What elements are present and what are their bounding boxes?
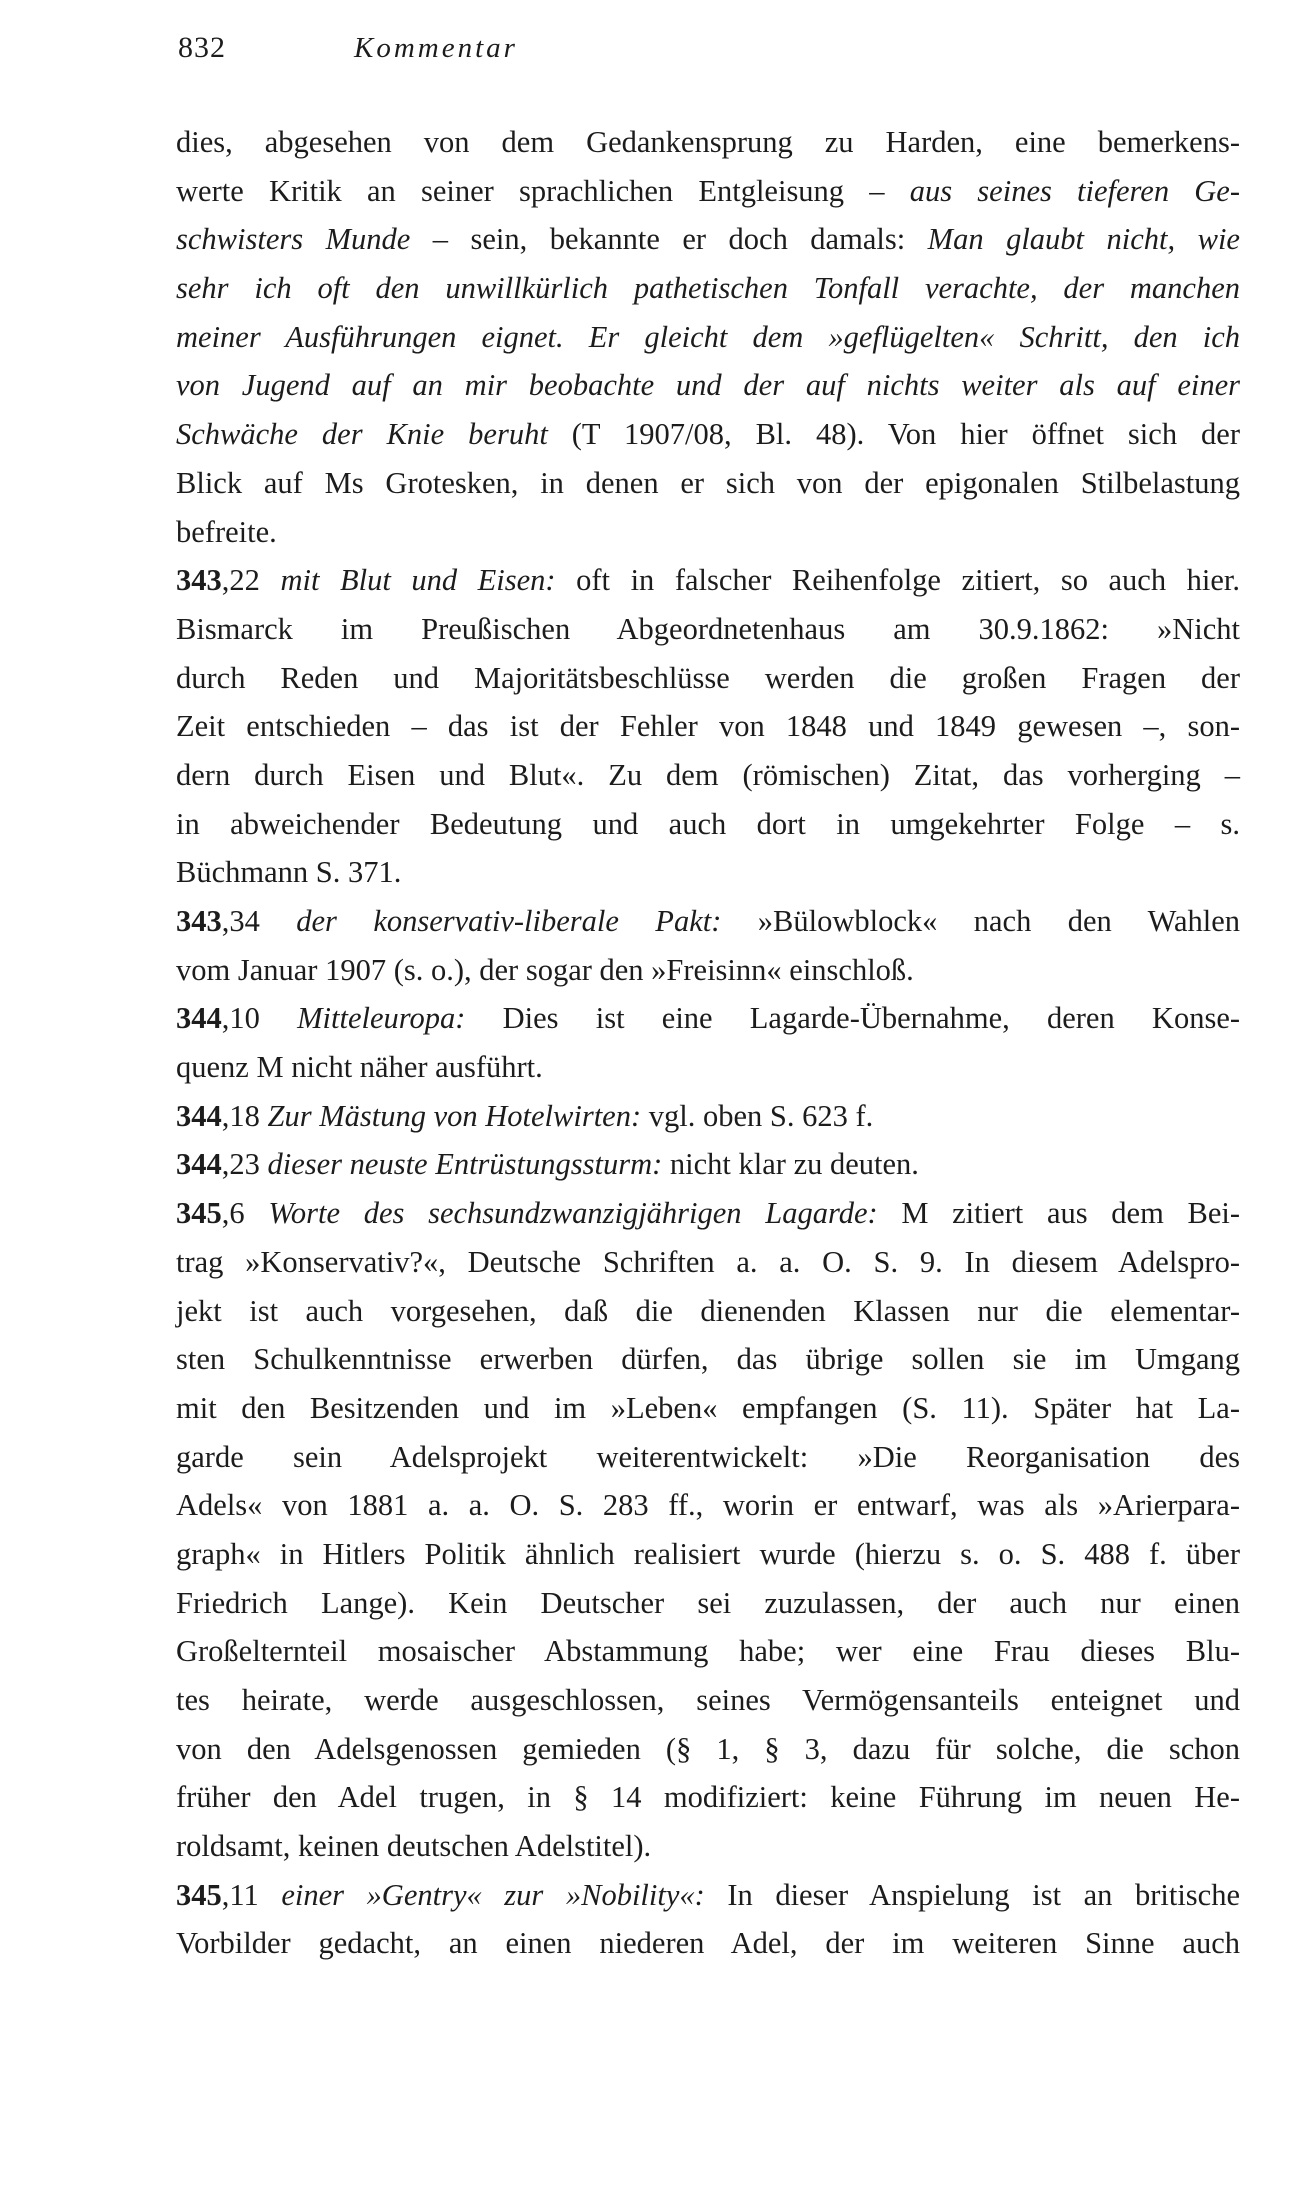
text-span: dies, abgesehen von dem Gedankensprung zu Harden, eine bemerkens-	[176, 125, 1240, 159]
text-span: vgl. oben S. 623 f.	[641, 1098, 874, 1133]
text-line	[176, 118, 1240, 167]
text-span: Großelternteil mosaischer Abstammung habe; wer eine Frau dieses Blu-	[176, 1634, 1240, 1669]
text-span: graph« in Hitlers Politik ähnlich realisiert wurde (hierzu s. o. S. 488 f. über	[176, 1536, 1240, 1571]
text-line	[176, 751, 1240, 800]
text-line	[176, 1627, 1240, 1676]
text-line	[176, 1919, 1240, 1968]
italic-quote: von Jugend auf an mir beobachte und der auf nichts weiter als auf einer	[176, 368, 1240, 403]
text-line	[176, 215, 1240, 264]
text-span: Adels« von 1881 a. a. O. S. 283 ff., worin er entwarf, was als »Arierpara-	[176, 1488, 1240, 1523]
text-span: M zitiert aus dem Bei-	[877, 1196, 1240, 1231]
italic-quote: Mitteleuropa:	[297, 1001, 466, 1036]
text-span: quenz M nicht näher ausführt.	[176, 1050, 543, 1085]
italic-quote: sehr ich oft den unwillkürlich pathetischen Tonfall verachte, der manchen	[176, 271, 1240, 306]
text-line	[176, 361, 1240, 410]
text-span: von den Adelsgenossen gemieden (§ 1, § 3, dazu für solche, die schon	[176, 1731, 1240, 1766]
text-span: ,23	[221, 1147, 268, 1182]
text-span: Blick auf Ms Grotesken, in denen er sich von der epigonalen Stilbelastung	[176, 465, 1240, 500]
italic-quote: Worte des sechsundzwanzigjährigen Lagarde:	[268, 1196, 878, 1231]
italic-quote: der konservativ-liberale Pakt:	[296, 904, 722, 938]
text-line	[176, 1676, 1240, 1725]
italic-quote: Schwäche der Knie beruht	[176, 417, 548, 452]
text-line	[176, 1287, 1240, 1336]
text-span: nicht klar zu deuten.	[662, 1147, 919, 1182]
text-span: ,6	[221, 1196, 269, 1231]
italic-quote: dieser neuste Entrüstungssturm:	[267, 1147, 663, 1182]
text-line	[176, 1481, 1240, 1530]
text-line	[176, 313, 1240, 362]
text-span: – sein, bekannte er doch damals:	[410, 222, 928, 257]
text-line	[176, 654, 1240, 703]
text-line	[176, 1433, 1240, 1482]
text-line	[176, 1530, 1240, 1579]
text-span: ,22	[221, 563, 281, 598]
text-span: roldsamt, keinen deutschen Adelstitel).	[176, 1829, 652, 1864]
italic-quote: Man glaubt nicht, wie	[927, 222, 1240, 257]
text-line	[176, 167, 1240, 216]
text-line	[176, 556, 1240, 605]
text-line	[176, 1189, 1240, 1238]
lemma-page-ref: 344	[176, 1098, 222, 1133]
text-span: dern durch Eisen und Blut«. Zu dem (römischen) Zitat, das vorherging –	[176, 757, 1240, 792]
text-span: ,10	[221, 1001, 298, 1036]
italic-quote: meiner Ausführungen eignet. Er gleicht dem »geflügelten« Schritt, den ich	[176, 319, 1240, 354]
text-span: (T 1907/08, Bl. 48). Von hier öffnet sich der	[547, 417, 1240, 452]
text-line	[176, 1579, 1240, 1628]
text-span: tes heirate, werde ausgeschlossen, seines Vermögensanteils enteignet und	[176, 1683, 1240, 1717]
italic-quote: aus seines tieferen Ge-	[909, 173, 1241, 208]
italic-quote: einer »Gentry« zur »Nobility«:	[281, 1877, 705, 1912]
text-line	[176, 1335, 1240, 1384]
text-line	[176, 1773, 1240, 1822]
text-line	[176, 702, 1240, 751]
text-span: befreite.	[176, 514, 277, 549]
text-span: »Bülowblock« nach den Wahlen	[721, 904, 1240, 938]
text-line	[176, 410, 1240, 459]
lemma-page-ref: 344	[176, 1001, 222, 1036]
text-line	[176, 1871, 1240, 1920]
text-span: Bismarck im Preußischen Abgeordnetenhaus am 30.9.1862: »Nicht	[176, 611, 1240, 646]
lemma-page-ref: 343	[176, 904, 222, 938]
lemma-page-ref: 345	[176, 1877, 222, 1912]
text-line	[176, 605, 1240, 654]
italic-quote: Zur Mästung von Hotelwirten:	[267, 1098, 642, 1133]
italic-quote: mit Blut und Eisen:	[280, 563, 556, 598]
text-line	[176, 1384, 1240, 1433]
running-title: Kommentar	[354, 32, 518, 64]
text-span: Vorbilder gedacht, an einen niederen Adel, der im weiteren Sinne auch	[176, 1926, 1240, 1961]
text-line	[176, 1725, 1240, 1774]
text-line	[176, 946, 1240, 995]
page-number: 832	[178, 31, 226, 64]
text-line	[176, 848, 1240, 897]
text-span: garde sein Adelsprojekt weiterentwickelt: »Die Reorganisation des	[176, 1439, 1240, 1474]
text-span: trag »Konservativ?«, Deutsche Schriften a. a. O. S. 9. In diesem Adelspro-	[176, 1244, 1240, 1279]
text-span: werte Kritik an seiner sprachlichen Entgleisung –	[176, 173, 910, 208]
lemma-page-ref: 344	[176, 1147, 222, 1182]
text-line	[176, 1822, 1240, 1871]
text-line	[176, 1140, 1240, 1189]
text-line	[176, 994, 1240, 1043]
text-span: früher den Adel trugen, in § 14 modifiziert: keine Führung im neuen He-	[176, 1780, 1240, 1815]
text-span: Friedrich Lange). Kein Deutscher sei zuzulassen, der auch nur einen	[176, 1585, 1240, 1620]
text-line	[176, 459, 1240, 508]
text-span: ,11	[221, 1877, 282, 1912]
text-span: ,34	[221, 904, 297, 938]
text-line	[176, 800, 1240, 849]
text-span: oft in falscher Reihenfolge zitiert, so auch hier.	[555, 563, 1240, 598]
text-span: Büchmann S. 371.	[176, 855, 402, 890]
text-span: sten Schulkenntnisse erwerben dürfen, das übrige sollen sie im Umgang	[176, 1342, 1240, 1377]
text-span: In dieser Anspielung ist an britische	[704, 1877, 1240, 1912]
text-span: in abweichender Bedeutung und auch dort in umgekehrter Folge – s.	[176, 806, 1240, 841]
text-line	[176, 1043, 1240, 1092]
italic-quote: schwisters Munde	[176, 222, 411, 257]
lemma-page-ref: 345	[176, 1196, 222, 1231]
text-span: jekt ist auch vorgesehen, daß die dienenden Klassen nur die elementar-	[176, 1293, 1240, 1328]
text-span: Dies ist eine Lagarde-Übernahme, deren Konse-	[465, 1001, 1241, 1036]
text-line	[176, 508, 1240, 557]
commentary-body	[176, 118, 1240, 1968]
text-span: ,18	[221, 1098, 268, 1133]
text-span: mit den Besitzenden und im »Leben« empfangen (S. 11). Später hat La-	[176, 1390, 1240, 1425]
text-span: Zeit entschieden – das ist der Fehler von 1848 und 1849 gewesen –, son-	[176, 709, 1240, 744]
text-line	[176, 897, 1240, 946]
lemma-page-ref: 343	[176, 563, 222, 598]
text-line	[176, 264, 1240, 313]
text-line	[176, 1238, 1240, 1287]
text-line	[176, 1092, 1240, 1141]
text-span: vom Januar 1907 (s. o.), der sogar den »Freisinn« einschloß.	[176, 952, 914, 987]
text-span: durch Reden und Majoritätsbeschlüsse werden die großen Fragen der	[176, 660, 1240, 695]
